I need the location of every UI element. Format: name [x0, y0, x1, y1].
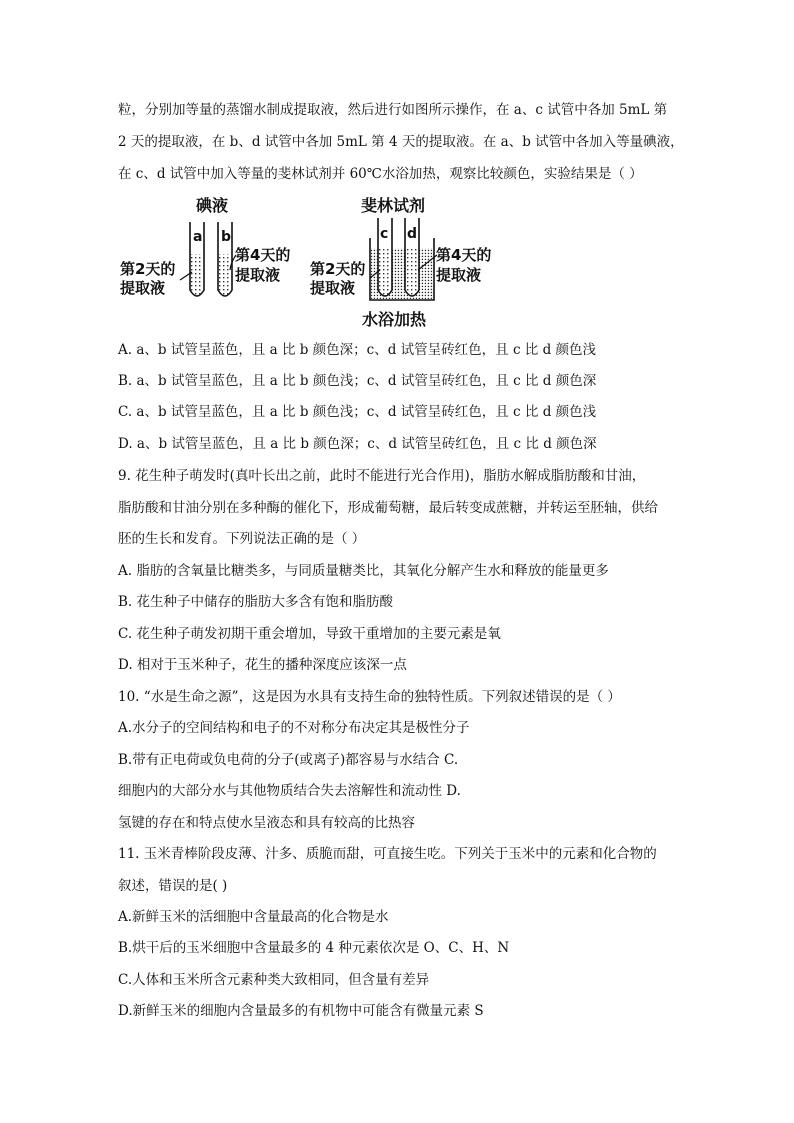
- tube-a-label: a: [193, 229, 203, 245]
- fehling-label: 斐林试剂: [361, 196, 426, 215]
- q8-option-a: A. a、b 试管呈蓝色，且 a 比 b 颜色深；c、d 试管呈砖红色，且 c 比 d 颜色浅: [118, 342, 597, 358]
- q9-option-c: C. 花生种子萌发初期干重会增加，导致干重增加的主要元素是氧: [118, 626, 501, 642]
- day2-label-left-2: 提取液: [120, 279, 166, 297]
- q10-line-5: 氢键的存在和特点使水呈液态和具有较高的比热容: [118, 815, 415, 831]
- q10-line-3: B.带有正电荷或负电荷的分子(或离子)都容易与水结合 C.: [118, 752, 459, 768]
- tube-c-label: c: [380, 226, 389, 242]
- q11-stem-line-1: 11. 玉米青棒阶段皮薄、汁多、质脆而甜，可直接生吃。下列关于玉米中的元素和化合物的: [118, 846, 657, 862]
- day2-label-right-2: 提取液: [310, 279, 356, 297]
- q8-option-b: B. a、b 试管呈蓝色，且 a 比 b 颜色浅；c、d 试管呈砖红色，且 c 比 d 颜色深: [118, 373, 597, 389]
- q11-option-b: B.烘干后的玉米细胞中含量最多的 4 种元素依次是 O、C、H、N: [118, 940, 510, 956]
- test-tube-c: [378, 218, 392, 296]
- day4-label-right-2: 提取液: [436, 266, 482, 284]
- test-tube-d: [405, 218, 419, 296]
- q8-stem-line-3: 在 c、d 试管中加入等量的斐林试剂并 60℃水浴加热，观察比较颜色，实验结果是（ ）: [118, 166, 643, 182]
- day4-label-left-2: 提取液: [235, 266, 281, 284]
- day4-label-left-1: 第4天的: [235, 246, 291, 264]
- q11-option-a: A.新鲜玉米的活细胞中含量最高的化合物是水: [118, 909, 389, 925]
- q10-stem-line-1: 10. “水是生命之源”，这是因为水具有支持生命的独特性质。下列叙述错误的是（ ）: [118, 689, 621, 705]
- q9-stem-line-3: 胚的生长和发育。下列说法正确的是（ ）: [118, 531, 366, 547]
- q10-line-2: A.水分子的空间结构和电子的不对称分布决定其是极性分子: [118, 720, 470, 736]
- q9-option-a: A. 脂肪的含氧量比糖类多，与同质量糖类比，其氧化分解产生水和释放的能量更多: [118, 563, 609, 579]
- q8-option-c: C. a、b 试管呈蓝色，且 a 比 b 颜色浅；c、d 试管呈砖红色，且 c 比 d 颜色浅: [118, 404, 597, 420]
- test-tube-a: [190, 222, 204, 296]
- q8-option-d: D. a、b 试管呈蓝色，且 a 比 b 颜色深；c、d 试管呈砖红色，且 c 比 d 颜色深: [118, 436, 597, 452]
- q11-option-c: C.人体和玉米所含元素种类大致相同，但含量有差异: [118, 972, 430, 988]
- q11-option-d: D.新鲜玉米的细胞内含量最多的有机物中可能含有微量元素 S: [118, 1003, 484, 1019]
- tube-b-label: b: [221, 229, 232, 245]
- day4-label-right-1: 第4天的: [436, 246, 492, 264]
- q8-stem-line-1: 粒，分别加等量的蒸馏水制成提取液，然后进行如图所示操作，在 a、c 试管中各加 5mL 第: [118, 102, 668, 118]
- q9-option-b: B. 花生种子中储存的脂肪大多含有饱和脂肪酸: [118, 594, 394, 610]
- iodine-label: 碘液: [196, 196, 229, 215]
- q10-line-4: 细胞内的大部分水与其他物质结合失去溶解性和流动性 D.: [118, 783, 461, 799]
- water-bath-label: 水浴加热: [362, 310, 427, 329]
- tube-d-label: d: [407, 226, 418, 242]
- day2-label-right-1: 第2天的: [310, 260, 366, 278]
- q8-stem-line-2: 2 天的提取液，在 b、d 试管中各加 5mL 第 4 天的提取液。在 a、b 试管中各加入等量碘液，: [118, 134, 684, 150]
- q9-stem-line-1: 9. 花生种子萌发时(真叶长出之前，此时不能进行光合作用)，脂肪水解成脂肪酸和甘油，: [118, 468, 646, 484]
- experiment-figure: [118, 192, 508, 332]
- q9-stem-line-2: 脂肪酸和甘油分别在多种酶的催化下，形成葡萄糖，最后转变成蔗糖，并转运至胚轴，供给: [118, 500, 658, 516]
- q11-stem-line-2: 叙述，错误的是( ): [118, 878, 228, 894]
- day2-label-left-1: 第2天的: [120, 260, 176, 278]
- q9-option-d: D. 相对于玉米种子，花生的播种深度应该深一点: [118, 657, 407, 673]
- test-tube-b: [218, 222, 232, 296]
